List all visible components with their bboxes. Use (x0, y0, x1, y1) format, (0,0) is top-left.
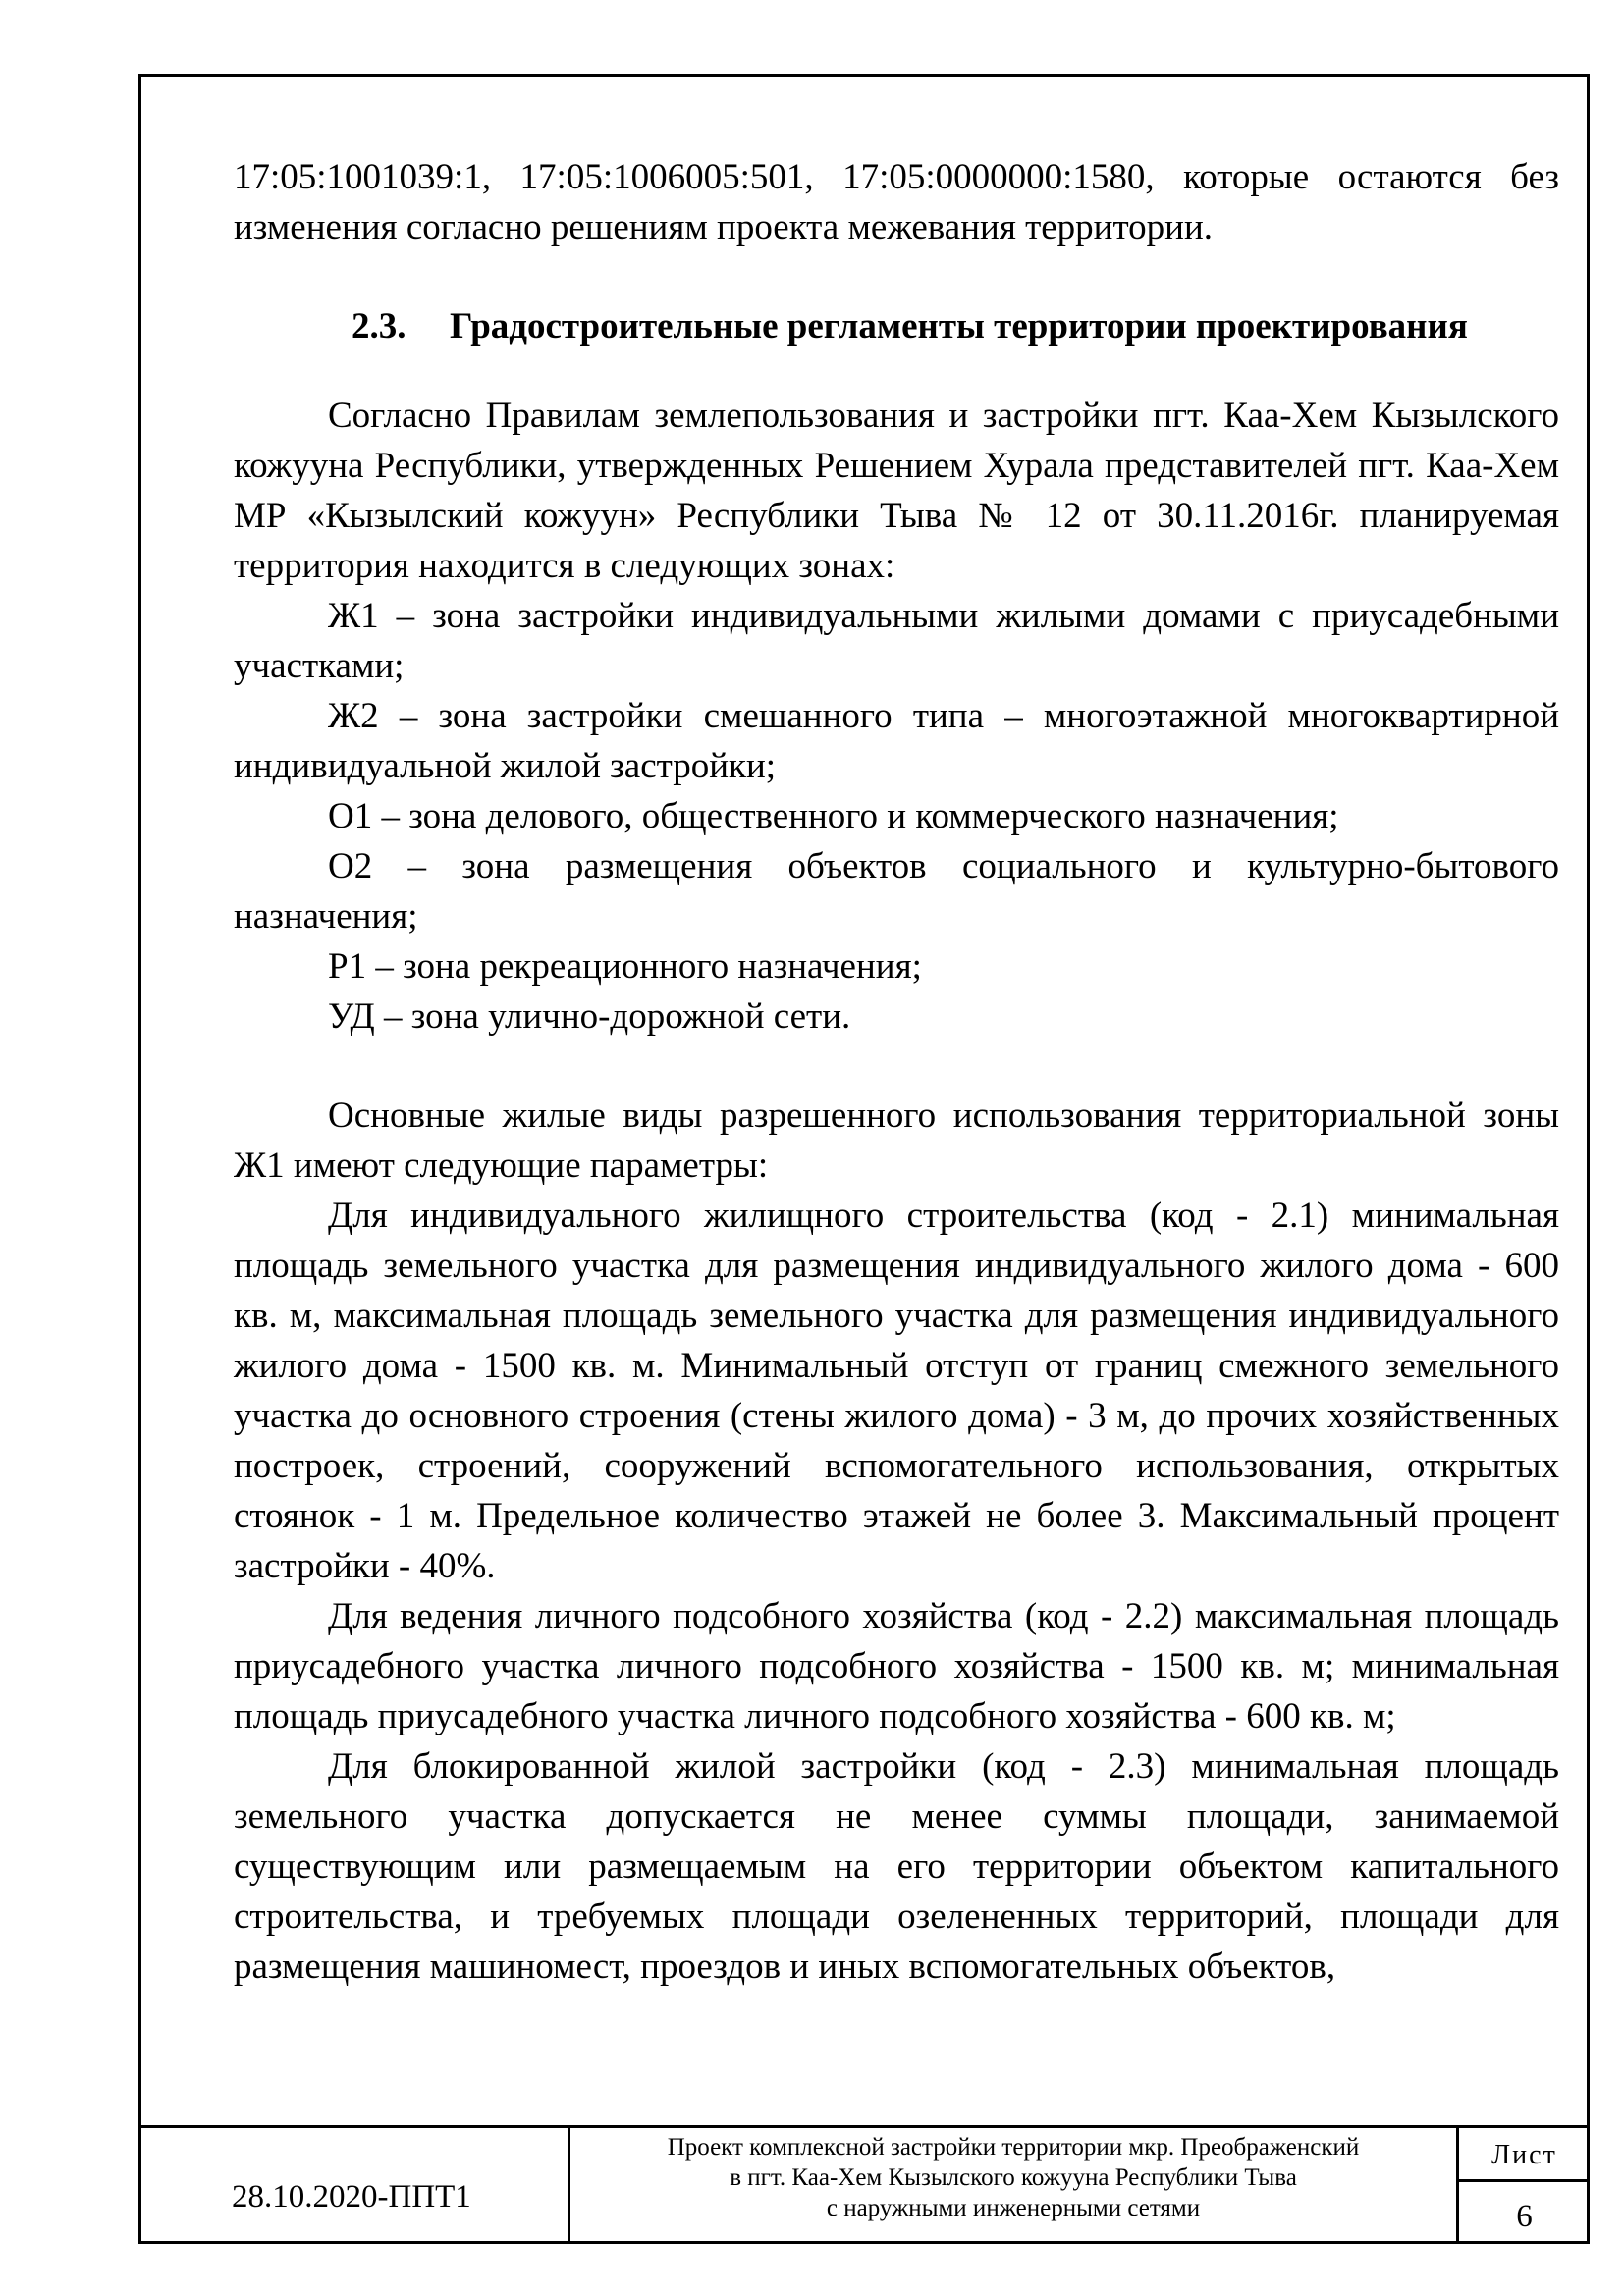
title-block (138, 2125, 1590, 2244)
paragraph: Для ведения личного подсобного хозяйства (код - 2.2) максимальная площадь приусадебного участка личного подсобного хозяйства - 1500 кв. м; минимальная площадь приусадебного участка личного подсобного хозяйства - 600 кв. м; (234, 1596, 1559, 1736)
title-block-code-cell (138, 2128, 570, 2244)
sheet-label: Лист (1459, 2128, 1590, 2182)
project-title-line: Проект комплексной застройки территории мкр. Преображенский (667, 2134, 1360, 2161)
zone-item: Ж1 – зона застройки индивидуальными жилыми домами с приусадебными участками; (234, 596, 1559, 686)
section-heading (234, 301, 1559, 351)
document-code: 28.10.2020-ППТ1 (232, 2179, 471, 2215)
zone-item: О1 – зона делового, общественного и коммерческого назначения; (328, 796, 1339, 836)
section-number: 2.3. (352, 306, 406, 347)
intro-paragraph: 17:05:1001039:1, 17:05:1006005:501, 17:05:0000000:1580, которые остаются без изменения согласно решениям проекта межевания территории. (234, 157, 1559, 247)
zone-item: Р1 – зона рекреационного назначения; (328, 946, 922, 987)
section-title: Градостроительные регламенты территории проектирования (450, 306, 1468, 347)
document-body (234, 152, 1559, 1992)
zone-item: УД – зона улично-дорожной сети. (328, 996, 851, 1037)
project-title-line: с наружными инженерными сетями (826, 2195, 1201, 2221)
paragraph: Согласно Правилам землепользования и застройки пгт. Каа-Хем Кызылского кожууна Республики, утвержденных Решением Хурала представителей пгт. Каа-Хем МР «Кызылский кожуун» Республики Тыва № 12 от 30.11.2016г. планируемая территория находится в следующих зонах: (234, 396, 1559, 586)
paragraph: Для блокированной жилой застройки (код - 2.3) минимальная площадь земельного участка допускается не менее суммы площади, занимаемой существующим или размещаемым на его территории объектом капитального строительства, и требуемых площади озелененных территорий, площади для размещения машиномест, проездов и иных вспомогательных объектов, (234, 1746, 1559, 1987)
title-block-project-cell (570, 2128, 1459, 2244)
paragraph: Для индивидуального жилищного строительства (код - 2.1) минимальная площадь земельного участка для размещения индивидуального жилого дома - 600 кв. м, максимальная площадь земельного участка для размещения индивидуального жилого дома - 1500 кв. м. Минимальный отступ от границ смежного земельного участка до основного строения (стены жилого дома) - 3 м, до прочих хозяйственных построек, строений, сооружений вспомогательного использования, открытых стоянок - 1 м. Предельное количество этажей не более 3. Максимальный процент застройки - 40%. (234, 1196, 1559, 1586)
sheet-number: 6 (1516, 2199, 1533, 2234)
zone-item: О2 – зона размещения объектов социального и культурно-бытового назначения; (234, 846, 1559, 936)
paragraph: Основные жилые виды разрешенного использования территориальной зоны Ж1 имеют следующие параметры: (234, 1095, 1559, 1186)
zone-item: Ж2 – зона застройки смешанного типа – многоэтажной многоквартирной индивидуальной жилой застройки; (234, 696, 1559, 786)
title-block-sheet-cell (1459, 2128, 1590, 2244)
project-title-line: в пгт. Каа-Хем Кызылского кожууна Республики Тыва (730, 2164, 1297, 2191)
